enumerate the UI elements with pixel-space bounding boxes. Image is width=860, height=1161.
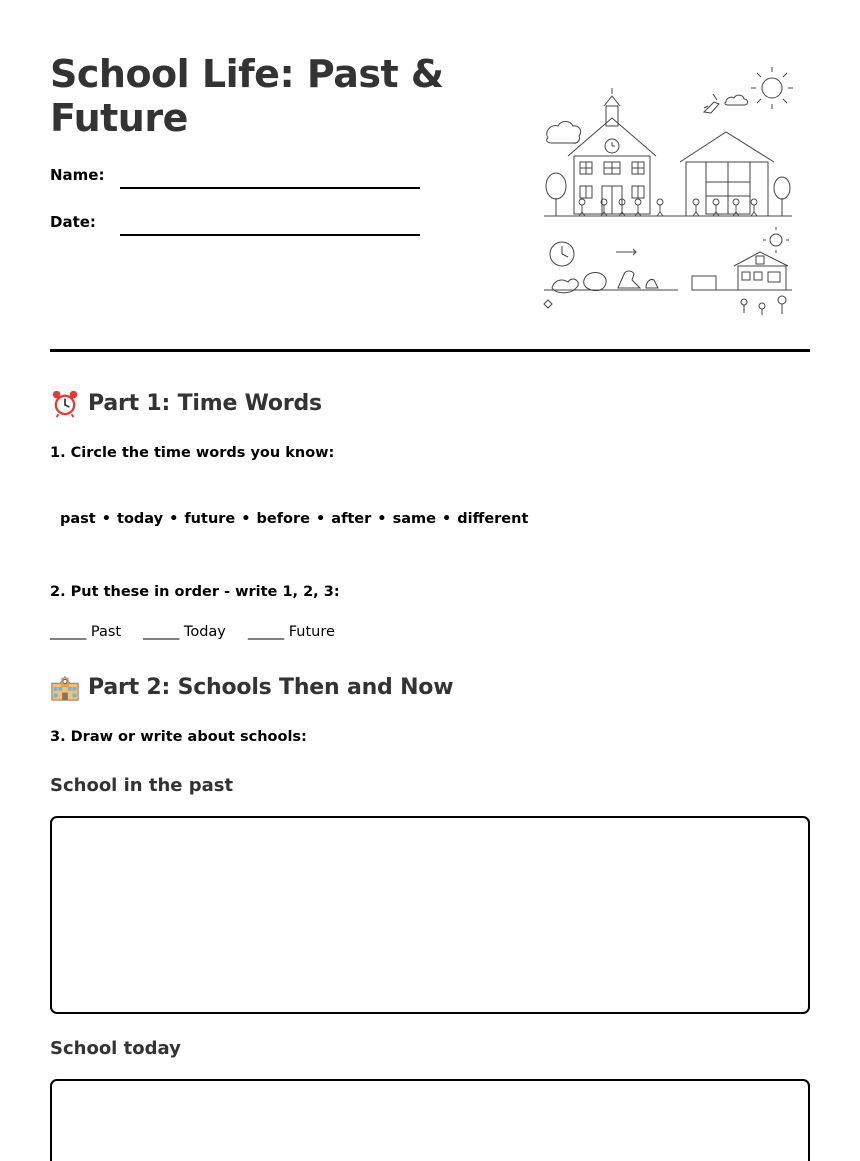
word-separator: • xyxy=(241,511,251,527)
word-same[interactable]: same xyxy=(392,511,436,527)
modern-school-icon xyxy=(680,132,774,216)
word-different[interactable]: different xyxy=(457,511,529,527)
clock-icon xyxy=(550,242,574,266)
bird-icon xyxy=(704,94,719,113)
old-school-icon xyxy=(568,88,656,214)
order-item-past[interactable]: _____ Past xyxy=(50,624,122,640)
date-label: Date: xyxy=(50,213,96,231)
part2-heading xyxy=(50,672,453,702)
word-separator: • xyxy=(101,511,112,527)
word-separator: • xyxy=(316,511,326,527)
school-past-label: School in the past xyxy=(50,775,234,796)
order-item-future[interactable]: _____ Future xyxy=(247,624,335,640)
future-school-icon xyxy=(734,252,788,290)
question-2: 2. Put these in order - write 1, 2, 3: xyxy=(50,584,340,600)
question-3: 3. Draw or write about schools: xyxy=(50,729,307,745)
children-icon xyxy=(579,199,757,216)
word-separator: • xyxy=(377,511,387,527)
part1-heading-text: Part 1: Time Words xyxy=(88,390,322,416)
word-separator: • xyxy=(169,511,179,527)
stall-icon xyxy=(692,276,716,290)
name-label: Name: xyxy=(50,166,105,184)
header-divider xyxy=(50,349,810,352)
part1-heading xyxy=(50,388,322,418)
small-sun-icon xyxy=(763,227,789,253)
word-past[interactable]: past xyxy=(60,511,96,527)
question-1: 1. Circle the time words you know: xyxy=(50,445,335,461)
date-field[interactable] xyxy=(120,234,420,236)
school-illustration xyxy=(538,66,800,322)
worksheet-title: School Life: Past & Future xyxy=(50,52,444,140)
school-today-answer-box[interactable] xyxy=(50,1079,810,1161)
sun-icon xyxy=(751,67,793,109)
school-building-icon xyxy=(50,672,80,702)
word-after[interactable]: after xyxy=(331,511,372,527)
cloud-left-icon xyxy=(547,122,581,144)
flowers-icon xyxy=(544,296,786,315)
word-separator: • xyxy=(441,511,452,527)
word-today[interactable]: today xyxy=(117,511,164,527)
part2-heading-text: Part 2: Schools Then and Now xyxy=(88,674,454,700)
tree-icon xyxy=(546,173,790,216)
cloud-icon xyxy=(725,95,748,105)
word-future[interactable]: future xyxy=(184,511,236,527)
alarm-clock-icon xyxy=(50,388,80,418)
order-row xyxy=(50,624,335,640)
order-item-today[interactable]: _____ Today xyxy=(143,624,226,640)
word-bank xyxy=(60,511,528,527)
word-before[interactable]: before xyxy=(256,511,310,527)
school-past-answer-box[interactable] xyxy=(50,816,810,1014)
name-field[interactable] xyxy=(120,187,420,189)
arrow-icon xyxy=(616,249,636,255)
school-today-label: School today xyxy=(50,1038,181,1059)
